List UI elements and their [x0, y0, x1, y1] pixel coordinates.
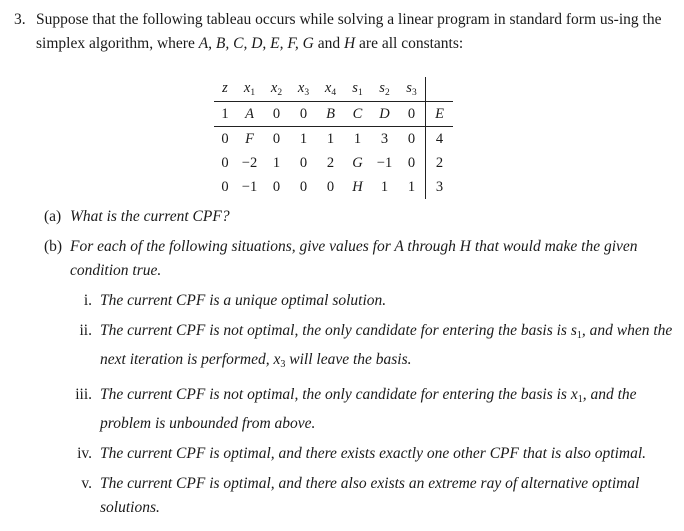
tableau-cell: 0 — [272, 178, 281, 195]
tableau-cell: C — [344, 102, 371, 127]
tableau-cell: 1 — [299, 130, 308, 147]
tableau-row — [214, 127, 453, 152]
subpart-iii: iii. The current CPF is not optimal, the only candidate for entering the basis is $x_1$, and the problem is unbounded from above. — [75, 386, 637, 432]
subpart-iv: iv. The current CPF is optimal, and there exists exactly one other CPF that is also optimal. — [77, 445, 647, 462]
tableau-cell: 0 — [398, 102, 426, 127]
tableau-cell: 0 — [272, 130, 281, 147]
tableau-row — [214, 151, 453, 175]
tableau-cell: H — [352, 178, 363, 195]
tableau-cell: 1 — [407, 178, 416, 195]
part-b: (b) For each of the following situations, give values for A through H that would make the given condition true. — [44, 238, 638, 279]
tableau-cell: 1 — [326, 130, 335, 147]
subpart-ii: ii. The current CPF is not optimal, the only candidate for entering the basis is $s_1$, and when the next iteration is performed, $x_3$ will leave the basis. — [79, 322, 673, 370]
tableau-cell: B — [317, 102, 344, 127]
tableau-cell: 0 — [221, 130, 229, 147]
problem-stem: Suppose that the following tableau occurs while solving a linear program in standard form us-ing the simplex algorithm, where A, B, C, D, E, F, G and H are all constants: — [36, 11, 662, 52]
tableau-cell: 3 — [380, 130, 389, 147]
tableau-cell: 0 — [221, 154, 229, 171]
tableau-cell: −2 — [241, 154, 258, 171]
tableau-header-cell: $s_1$ — [344, 77, 371, 102]
tableau-cell: −1 — [241, 178, 258, 195]
problem-3 — [14, 8, 674, 56]
tableau-objective-row — [214, 102, 453, 127]
tableau-cell: E — [426, 102, 454, 127]
part-a: (a) What is the current CPF? — [44, 208, 230, 225]
part-b-subparts — [56, 289, 676, 520]
tableau-header-cell: $x_2$ — [263, 77, 290, 102]
tableau-cell: 4 — [426, 127, 454, 152]
tableau-cell: A — [236, 102, 263, 127]
tableau-cell: 0 — [290, 102, 317, 127]
problem-number: 3. — [14, 11, 26, 28]
part-a-text: What is the current CPF? — [70, 208, 230, 225]
tableau-cell: 1 — [272, 154, 281, 171]
tableau-cell: 1 — [214, 102, 236, 127]
tableau-cell: 0 — [263, 102, 290, 127]
tableau-cell: 2 — [326, 154, 335, 171]
tableau-cell: 0 — [407, 130, 416, 147]
tableau-cell: D — [371, 102, 398, 127]
tableau-cell: 0 — [326, 178, 335, 195]
simplex-tableau — [214, 77, 453, 199]
tableau-header-cell: $x_3$ — [290, 77, 317, 102]
subpart-v: v. The current CPF is optimal, and there also exists an extreme ray of alternative optimal solutions. — [81, 475, 640, 516]
tableau-header-cell: $x_1$ — [236, 77, 263, 102]
subpart-i: i. The current CPF is a unique optimal solution. — [83, 292, 387, 309]
tableau-cell: G — [352, 154, 363, 171]
part-b-text: For each of the following situations, give values for A through H that would make the given condition true. — [70, 238, 638, 279]
tableau-header-cell: $s_3$ — [398, 77, 426, 102]
tableau-cell: 0 — [299, 154, 308, 171]
tableau-header-row — [214, 77, 453, 102]
tableau-header-cell — [426, 77, 454, 102]
tableau-header-cell: $s_2$ — [371, 77, 398, 102]
tableau-cell: 0 — [407, 154, 416, 171]
tableau-cell: 1 — [353, 130, 362, 147]
tableau-row — [214, 175, 453, 199]
tableau-header-cell: $x_4$ — [317, 77, 344, 102]
tableau-cell: −1 — [376, 154, 393, 171]
tableau-cell: 0 — [299, 178, 308, 195]
tableau-cell: 0 — [221, 178, 229, 195]
tableau-header-cell: z — [214, 77, 236, 102]
problem-parts — [44, 205, 676, 526]
tableau-cell: 2 — [426, 151, 454, 175]
tableau-cell: F — [245, 130, 254, 147]
tableau-cell: 3 — [426, 175, 454, 199]
tableau-cell: 1 — [380, 178, 389, 195]
